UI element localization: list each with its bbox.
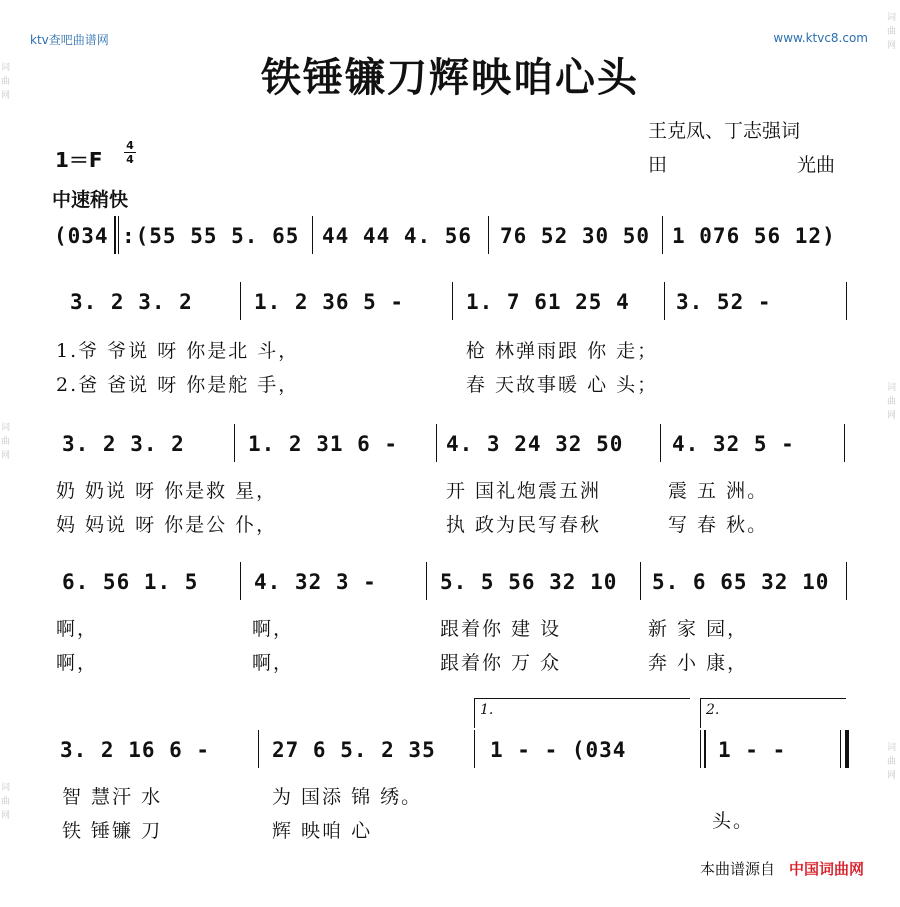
line2-verse1-lyric: 奶 奶说 呀 你是救 星， (56, 480, 278, 502)
line3-verse2-lyric-a: 啊， (56, 652, 99, 674)
watermark-char: 词 (887, 383, 897, 393)
time-signature (124, 140, 136, 165)
line1-verse2-lyric: 2.爸 爸说 呀 你是舵 手， (56, 374, 300, 396)
watermark-char: 曲 (887, 27, 897, 37)
line4-measure-4: 1 - - (718, 738, 787, 762)
line1-verse1-lyric: 1.爷 爷说 呀 你是北 斗， (56, 340, 300, 362)
line3-verse2-lyric-d: 奔 小 康， (648, 652, 749, 674)
intro-measure-2: 44 44 4. 56 (322, 224, 473, 248)
time-signature-bottom: 4 (126, 153, 134, 166)
volta-1-bracket-line (474, 698, 690, 699)
volta-1-bracket (474, 698, 475, 728)
line2-measure-3: 4. 3 24 32 50 (446, 432, 624, 456)
line4-verse2-lyric-b: 辉 映咱 心 (272, 820, 373, 842)
repeat-end-barline-thin (700, 730, 701, 768)
intro-pickup: (034 (54, 224, 109, 248)
line2-measure-1: 3. 2 3. 2 (62, 432, 185, 456)
line2-measure-2: 1. 2 31 6 - (248, 432, 399, 456)
line3-verse1-lyric-d: 新 家 园， (648, 618, 749, 640)
watermark-char: 曲 (1, 437, 11, 447)
barline (240, 562, 241, 600)
watermark-char: 词 (1, 783, 11, 793)
volta-2-bracket-line (700, 698, 846, 699)
barline (234, 424, 235, 462)
watermark-char: 曲 (887, 397, 897, 407)
watermark-char: 词 (887, 743, 897, 753)
composer-surname: 田 (648, 154, 668, 176)
repeat-barline-thin (118, 216, 119, 254)
watermark-char: 网 (1, 451, 11, 461)
watermark-char: 词 (1, 63, 11, 73)
tempo-marking: 中速稍快 (52, 189, 129, 211)
barline (846, 282, 847, 320)
line1-measure-2: 1. 2 36 5 - (254, 290, 405, 314)
right-watermark-strip (886, 0, 900, 907)
site-watermark-right: www.ktvc8.com (773, 31, 868, 45)
barline (240, 282, 241, 320)
watermark-char: 网 (887, 41, 897, 51)
barline (664, 282, 665, 320)
barline (640, 562, 641, 600)
final-barline-thin (840, 730, 841, 768)
line3-verse2-lyric-c: 跟着你 万 众 (440, 652, 562, 674)
source-credit (700, 858, 864, 879)
line2-measure-4: 4. 32 5 - (672, 432, 795, 456)
line3-measure-2: 4. 32 3 - (254, 570, 377, 594)
line2-verse2-lyric: 妈 妈说 呀 你是公 仆， (56, 514, 278, 536)
intro-measure-3: 76 52 30 50 (500, 224, 651, 248)
watermark-char: 词 (1, 423, 11, 433)
final-barline (845, 730, 849, 768)
line3-verse2-lyric-b: 啊， (252, 652, 295, 674)
key-signature: 1＝F (55, 148, 103, 172)
line4-verse1-lyric-b: 为 国添 锦 绣。 (272, 786, 423, 808)
barline (258, 730, 259, 768)
line2-verse1-lyric-c: 震 五 洲。 (668, 480, 769, 502)
line2-verse1-lyric-b: 开 国礼炮震五洲 (446, 480, 602, 502)
line4-measure-1: 3. 2 16 6 - (60, 738, 211, 762)
line4-verse2-lyric-a: 铁 锤镰 刀 (62, 820, 163, 842)
line1-verse2-lyric-b: 春 天故事暖 心 头； (466, 374, 659, 396)
line3-measure-4: 5. 6 65 32 10 (652, 570, 830, 594)
line3-verse1-lyric-b: 啊， (252, 618, 295, 640)
line2-verse2-lyric-c: 写 春 秋。 (668, 514, 769, 536)
volta-2-bracket (700, 698, 701, 728)
line3-verse1-lyric-c: 跟着你 建 设 (440, 618, 562, 640)
barline (312, 216, 313, 254)
volta-2-label: 2. (706, 702, 720, 718)
line4-measure-2: 27 6 5. 2 35 (272, 738, 436, 762)
line1-measure-4: 3. 52 - (676, 290, 772, 314)
line2-verse2-lyric-b: 执 政为民写春秋 (446, 514, 602, 536)
line1-verse1-lyric-b: 枪 林弹雨跟 你 走； (466, 340, 659, 362)
barline (426, 562, 427, 600)
source-label: 本曲谱源自 (699, 860, 775, 878)
line1-measure-3: 1. 7 61 25 4 (466, 290, 630, 314)
repeat-end-barline (704, 730, 706, 768)
watermark-char: 网 (887, 411, 897, 421)
watermark-char: 曲 (1, 797, 11, 807)
composer-credit: 光曲 (797, 154, 836, 176)
line4-verse2-lyric-c: 头。 (712, 810, 755, 832)
barline (662, 216, 663, 254)
song-title: 铁锤镰刀辉映咱心头 (261, 54, 639, 101)
watermark-char: 曲 (887, 757, 897, 767)
line3-measure-3: 5. 5 56 32 10 (440, 570, 618, 594)
watermark-char: 网 (1, 91, 11, 101)
lyricist-credit: 王克凤、丁志强词 (648, 120, 801, 142)
repeat-barline (114, 216, 116, 254)
left-watermark-strip (0, 0, 14, 907)
barline (844, 424, 845, 462)
volta-1-label: 1. (480, 702, 494, 718)
line3-verse1-lyric-a: 啊， (56, 618, 99, 640)
barline (474, 730, 475, 768)
line4-verse1-lyric-a: 智 慧汗 水 (62, 786, 163, 808)
watermark-char: 词 (887, 13, 897, 23)
barline (436, 424, 437, 462)
barline (660, 424, 661, 462)
line3-measure-1: 6. 56 1. 5 (62, 570, 199, 594)
line4-measure-3: 1 - - (034 (490, 738, 627, 762)
barline (452, 282, 453, 320)
intro-measure-4: 1 076 56 12) (672, 224, 836, 248)
watermark-char: 网 (887, 771, 897, 781)
watermark-char: 网 (1, 811, 11, 821)
time-signature-top: 4 (126, 139, 134, 152)
intro-measure-1: :(55 55 5. 65 (122, 224, 300, 248)
barline (846, 562, 847, 600)
site-watermark-left: ktv查吧曲谱网 (30, 33, 109, 47)
line1-measure-1: 3. 2 3. 2 (70, 290, 193, 314)
source-site-link[interactable]: 中国词曲网 (788, 860, 864, 878)
barline (488, 216, 489, 254)
watermark-char: 曲 (1, 77, 11, 87)
